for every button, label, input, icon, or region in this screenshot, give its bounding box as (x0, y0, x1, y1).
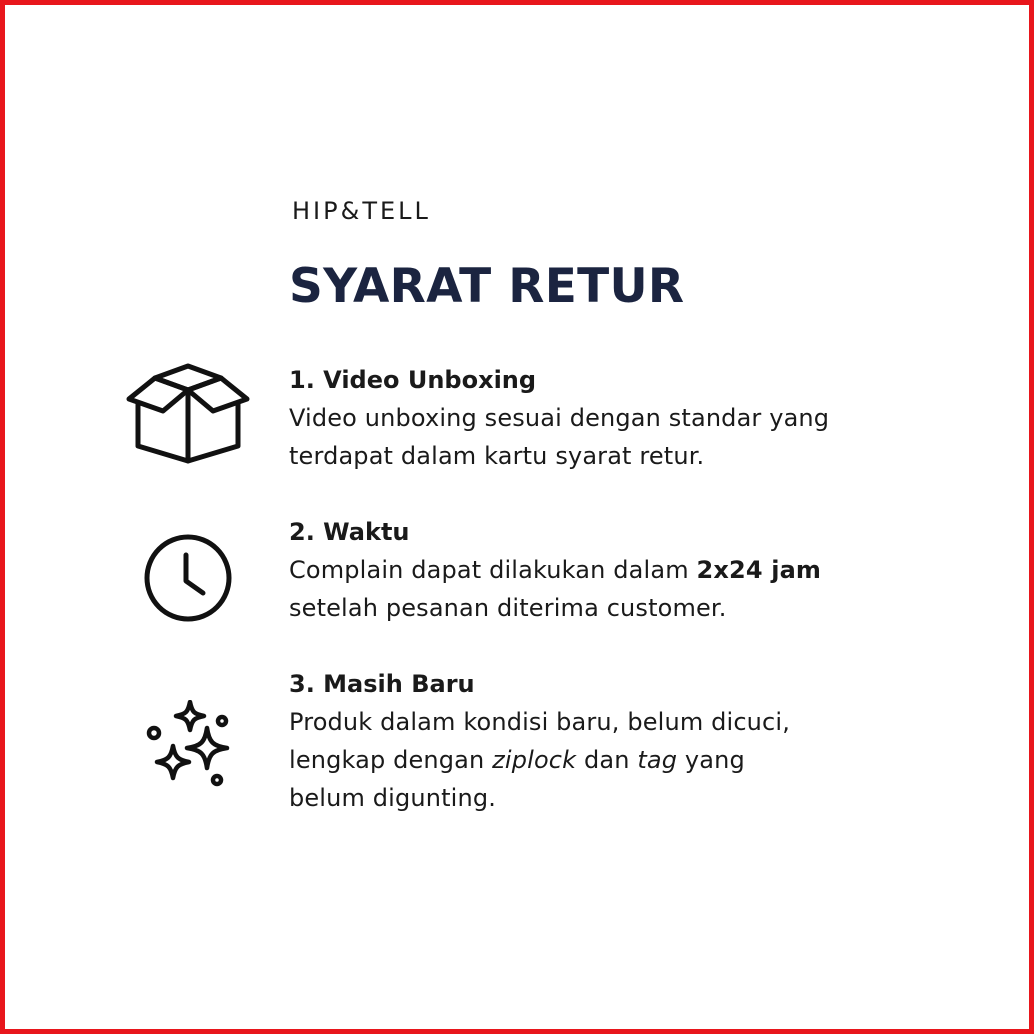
clock-icon (143, 533, 233, 623)
item-body-line: terdapat dalam kartu syarat retur. (289, 442, 705, 470)
item-body-text: dan (576, 746, 638, 774)
item-body-line: belum digunting. (289, 784, 496, 812)
item-body-line (289, 551, 929, 589)
item-body-line: Produk dalam kondisi baru, belum dicuci, (289, 708, 790, 736)
item-body-text: lengkap dengan (289, 746, 493, 774)
item-body-line: Video unboxing sesuai dengan standar yang (289, 404, 830, 432)
item-body-line (289, 741, 929, 779)
item-body (289, 399, 929, 475)
item-heading: 2. Waktu (289, 518, 410, 546)
brand-logo (292, 197, 431, 225)
item-heading: 1. Video Unboxing (289, 366, 537, 394)
item-body-text: Complain dapat dilakukan dalam (289, 556, 697, 584)
list-item-masih-baru (289, 665, 929, 817)
page-title: SYARAT RETUR (289, 259, 685, 314)
item-body-line: setelah pesanan diterima customer. (289, 594, 727, 622)
brand-logo-text: HIP&TELL (292, 197, 431, 225)
item-body-text: yang (677, 746, 745, 774)
item-body-italic: tag (637, 746, 678, 774)
list-item-waktu (289, 513, 929, 627)
open-box-icon (125, 362, 251, 464)
item-heading: 3. Masih Baru (289, 670, 475, 698)
list-item-video-unboxing (289, 361, 929, 475)
item-body-emphasis: 2x24 jam (696, 556, 822, 584)
sparkles-icon (143, 700, 235, 792)
item-body-italic: ziplock (492, 746, 577, 774)
item-body (289, 703, 929, 817)
item-body (289, 551, 929, 627)
